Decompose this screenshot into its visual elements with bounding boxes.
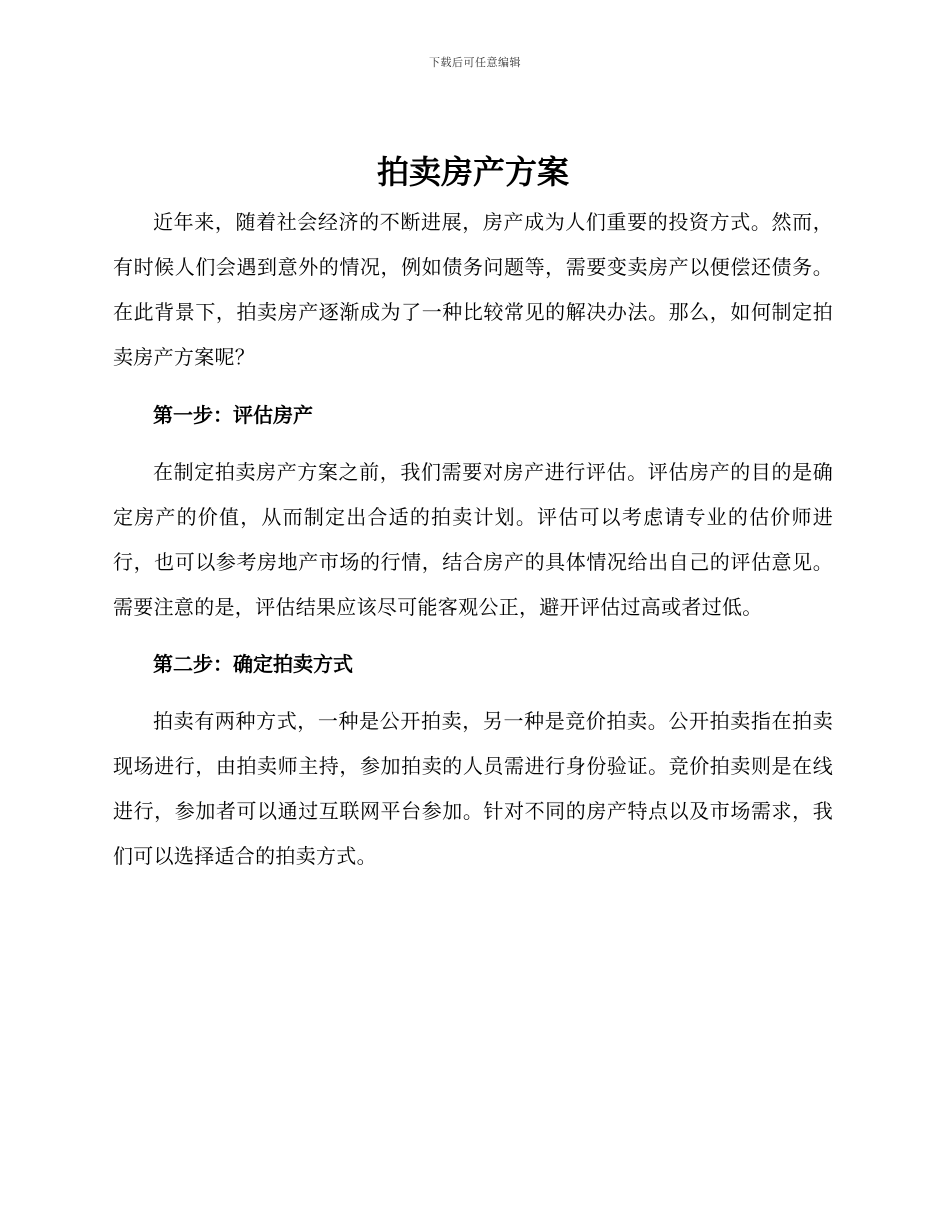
document-body (113, 150, 833, 879)
section-heading-2: 第二步：确定拍卖方式 (153, 652, 353, 676)
section-body-2: 拍卖有两种方式，一种是公开拍卖，另一种是竞价拍卖。公开拍卖指在拍卖现场进行，由拍卖师主持，参加拍卖的人员需进行身份验证。竞价拍卖则是在线进行，参加者可以通过互联网平台参加。针对不同的房产特点以及市场需求，我们可以选择适合的拍卖方式。 (113, 709, 833, 868)
document-title: 拍卖房产方案 (376, 153, 569, 191)
header-note: 下载后可任意编辑 (429, 56, 521, 69)
intro-paragraph: 近年来，随着社会经济的不断进展，房产成为人们重要的投资方式。然而，有时候人们会遇到意外的情况，例如债务问题等，需要变卖房产以便偿还债务。在此背景下，拍卖房产逐渐成为了一种比较常见的解决办法。那么，如何制定拍卖房产方案呢？ (113, 210, 833, 369)
section-heading-1: 第一步：评估房产 (153, 403, 313, 427)
section-body-1: 在制定拍卖房产方案之前，我们需要对房产进行评估。评估房产的目的是确定房产的价值，从而制定出合适的拍卖计划。评估可以考虑请专业的估价师进行，也可以参考房地产市场的行情，结合房产的具体情况给出自己的评估意见。需要注意的是，评估结果应该尽可能客观公正，避开评估过高或者过低。 (113, 460, 833, 619)
